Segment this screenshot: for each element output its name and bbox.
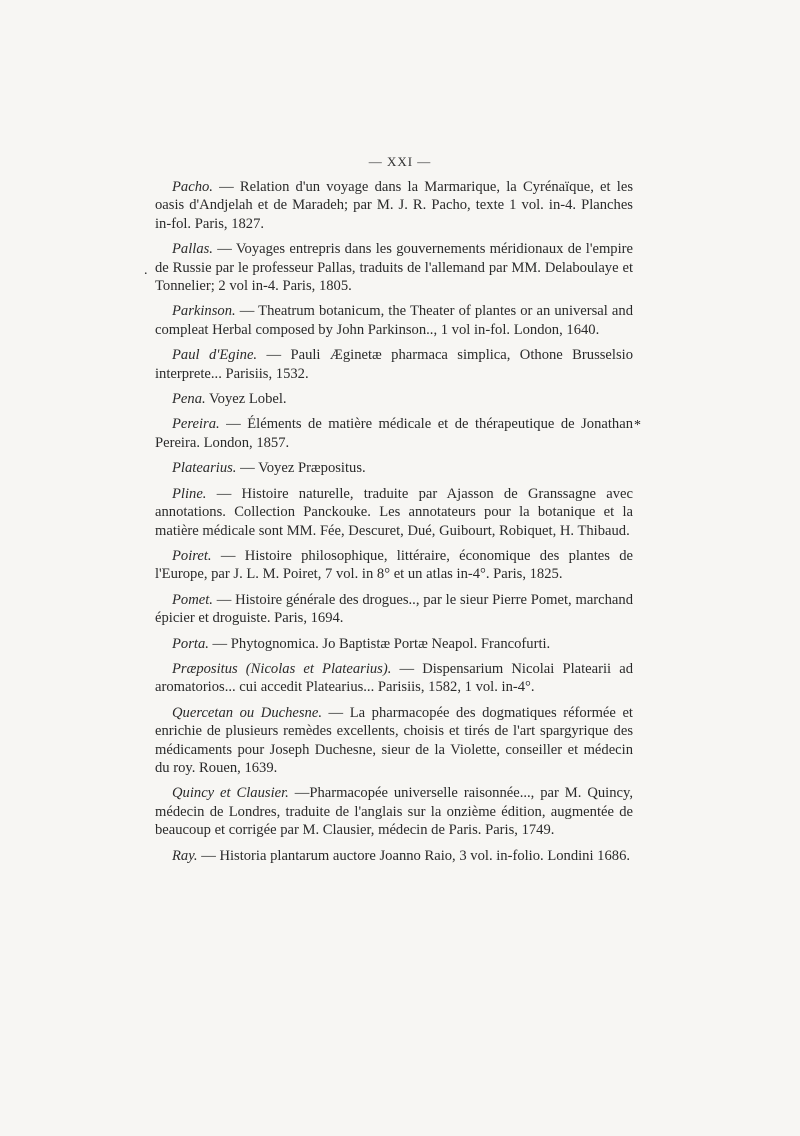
margin-dot: . — [144, 263, 148, 278]
bibliography-entry: Pallas. — Voyages entrepris dans les gouvernements méridionaux de l'empire de Russie par le professeur Pallas, traduits de l'allemand par MM. Delaboulaye et Tonnelier; 2 vol in-4. Paris, 1805. — [155, 241, 633, 295]
bibliography-entry: Paul d'Egine. — Pauli Æginetæ pharmaca simplica, Othone Brusselsio interprete... Parisiis, 1532. — [155, 347, 633, 382]
bibliography-entry: Pline. — Histoire naturelle, traduite par Ajasson de Granssagne avec annotations. Collection Panckouke. Les annotateurs pour la botanique et la matière médicale sont MM. Fée, Descuret, Dué, Guibourt, Robiquet, H. Thibaud. — [155, 485, 633, 539]
bibliography-entry: Pena. Voyez Lobel. — [172, 391, 287, 408]
bibliography-entry: Parkinson. — Theatrum botanicum, the Theater of plantes or an universal and compleat Herbal composed by John Parkinson.., 1 vol in-fol. London, 1640. — [155, 303, 633, 338]
bibliography-entry: Pomet. — Histoire générale des drogues.., par le sieur Pierre Pomet, marchand épicier et droguiste. Paris, 1694. — [155, 591, 633, 627]
bibliography-entry: Quercetan ou Duchesne. — La pharmacopée des dogmatiques réformée et enrichie de plusieurs remèdes excellents, choisis et tirés de l'art spargyrique des médicaments pour Joseph Duchesne, sieur de la Violette, conseiller et médecin du roy. Rouen, 1639. — [155, 704, 633, 776]
bibliography-entry: Quincy et Clausier. —Pharmacopée universelle raisonnée..., par M. Quincy, médecin de Londres, traduite de l'anglais sur la onzième édition, augmentée de beaucoup et corrigée par M. Clausier, médecin de Paris. Paris, 1749. — [155, 785, 634, 839]
bibliography-entry: Pacho. — Relation d'un voyage dans la Marmarique, la Cyrénaïque, et les oasis d'Andjelah et de Maradeh; par M. J. R. Pacho, texte 1 vol. in-4. Planches in-fol. Paris, 1827. — [155, 179, 633, 232]
margin-asterisk: * — [634, 418, 641, 433]
bibliography-list — [155, 178, 633, 872]
bibliography-entry: Pereira. — Éléments de matière médicale et de thérapeutique de Jonathan Pereira. London, 1857. — [155, 416, 633, 451]
bibliography-entry: Præpositus (Nicolas et Platearius). — Dispensarium Nicolai Platearii ad aromatorios... cui accedit Platearius... Parisiis, 1582, 1 vol. in-4°. — [155, 660, 633, 696]
page-number: — XXI — — [368, 154, 432, 169]
bibliography-entry: Porta. — Phytognomica. Jo Baptistæ Portæ Neapol. Francofurti. — [172, 635, 551, 652]
bibliography-entry: Poiret. — Histoire philosophique, littéraire, économique des plantes de l'Europe, par J. L. M. Poiret, 7 vol. in 8° et un atlas in-4°. Paris, 1825. — [155, 547, 633, 583]
bibliography-entry: Ray. — Historia plantarum auctore Joanno Raio, 3 vol. in-folio. Londini 1686. — [172, 847, 631, 864]
bibliography-entry: Platearius. — Voyez Præpositus. — [172, 460, 366, 477]
